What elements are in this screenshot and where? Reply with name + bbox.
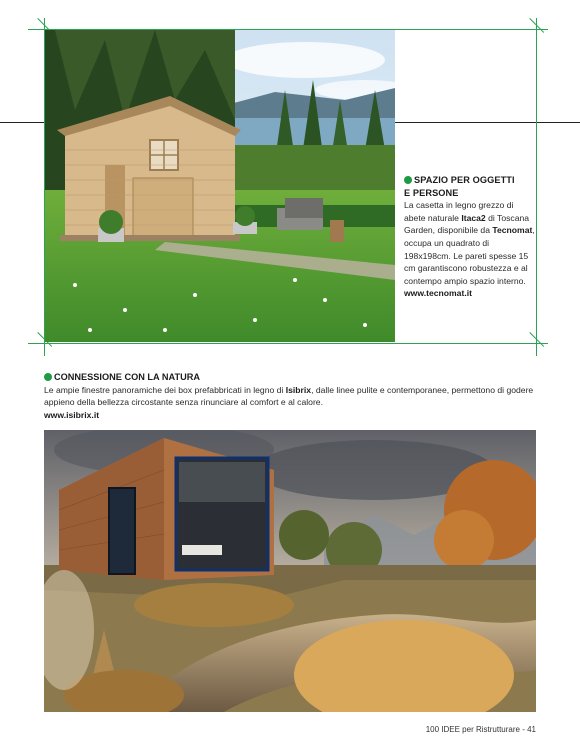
green-bullet-icon — [404, 176, 412, 184]
article-shed-text-a: La casetta in legno grezzo di abete naturale — [404, 200, 514, 223]
cube-house-illustration — [44, 430, 536, 712]
magazine-name: 100 IDEE per Ristrutturare — [425, 725, 520, 734]
article-shed-text-b: di Toscana Garden, disponibile da — [404, 212, 530, 236]
isibrix-link[interactable]: www.isibrix.it — [44, 409, 100, 420]
prefab-cube-house-photo — [44, 430, 536, 712]
article-shed-title-line2: E PERSONE — [404, 187, 459, 198]
frame-bottom-line — [28, 343, 548, 344]
article-shed-text-c: , occupa un quadrato di 198x198cm. Le pareti spesse 15 cm garantiscono robustezza e al contempo ampio spazio interno. — [404, 225, 535, 286]
page-number: 41 — [527, 725, 536, 734]
crop-line-top-left — [0, 122, 45, 123]
frame-right-line — [536, 18, 537, 356]
article-shed-product: Itaca2 — [461, 212, 486, 223]
footer-separator: - — [519, 725, 528, 734]
crop-line-top-right — [395, 122, 580, 123]
article-nature-title-text: CONNESSIONE CON LA NATURA — [54, 372, 200, 382]
article-nature-text-a: Le ampie finestre panoramiche dei box prefabbricati in legno di — [44, 384, 286, 395]
page-footer — [426, 725, 536, 734]
article-shed-caption — [404, 174, 536, 300]
garden-shed-photo — [45, 30, 395, 342]
article-shed-title-line1: SPAZIO PER OGGETTI — [414, 175, 515, 185]
green-bullet-icon — [44, 373, 52, 381]
article-nature-section — [44, 371, 534, 421]
article-nature-brand: Isibrix — [285, 384, 312, 395]
article-shed-brand: Tecnomat — [492, 225, 533, 236]
article-shed-body — [404, 199, 536, 287]
article-nature-title — [44, 371, 534, 384]
article-nature-body — [44, 384, 534, 409]
garden-shed-illustration — [45, 30, 395, 342]
tecnomat-link[interactable]: www.tecnomat.it — [404, 288, 472, 299]
article-nature-text-b: , dalle linee pulite e contemporanee, permettono di godere appieno della bellezza circostante senza rinunciare al comfort e al calore. — [44, 384, 534, 408]
article-shed-title — [404, 174, 536, 199]
